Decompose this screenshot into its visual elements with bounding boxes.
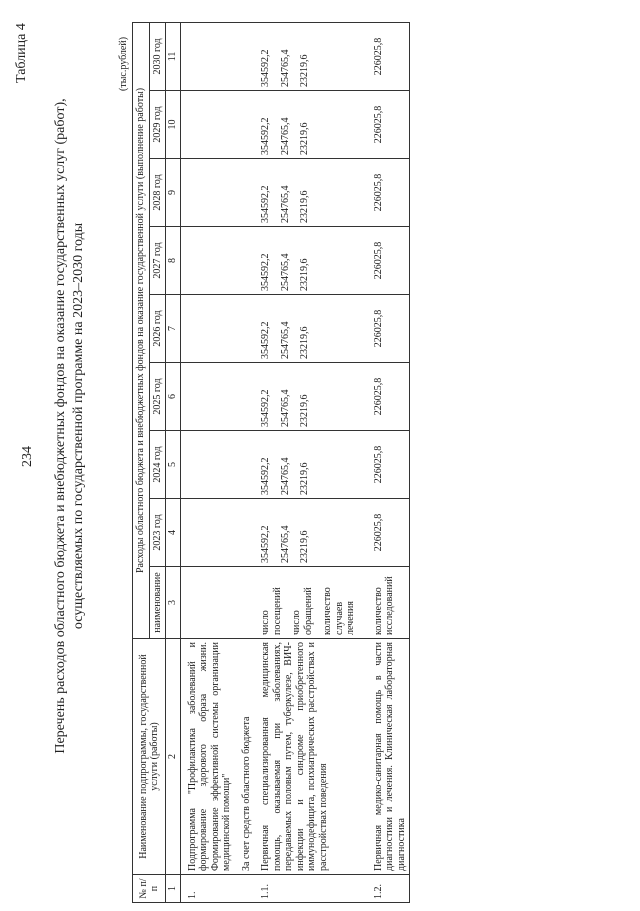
value-cell [254, 227, 367, 295]
document-title [52, 61, 88, 791]
title-line-1: Перечень расходов областного бюджета и внебюджетных фондов на оказание государственных услуг (работ), [53, 98, 68, 754]
value: 23219,6 [299, 258, 310, 291]
value: 354592,2 [260, 49, 271, 87]
value: 354592,2 [260, 321, 271, 359]
expenses-table [132, 22, 410, 903]
value: 354592,2 [260, 525, 271, 563]
value: 254765,4 [279, 389, 291, 427]
value: 254765,4 [279, 525, 291, 563]
row-name: Первичная медико-санитарная помощь в части диагностики и лечения. Клиническая лабораторная диагностика [367, 639, 410, 875]
column-number: 1 [166, 875, 181, 903]
value: 23219,6 [299, 190, 310, 223]
column-number: 9 [166, 159, 181, 227]
column-number: 7 [166, 295, 181, 363]
value: 254765,4 [279, 457, 291, 495]
header-expenses-group: Расходы областного бюджета и внебюджетных фондов на оказание государственной услуги (выполнение работы) [133, 22, 150, 638]
value-cell: 226025,8 [367, 295, 410, 363]
value: 254765,4 [279, 117, 291, 155]
row-name: Подпрограмма "Профилактика заболеваний и формирование здорового образа жизни. Формирование эффективной системы организации медицинской помощи" [180, 639, 235, 875]
unit-label: число посещений [260, 587, 283, 635]
row-num [235, 875, 255, 903]
column-number: 2 [166, 639, 181, 875]
unit-label: количество исследований [372, 576, 395, 635]
header-year: 2024 год [149, 431, 166, 499]
value: 254765,4 [279, 253, 291, 291]
value-cell: 226025,8 [367, 22, 410, 90]
column-number: 3 [166, 567, 181, 639]
table-label: Таблица 4 [14, 23, 29, 83]
value: 354592,2 [260, 253, 271, 291]
header-year: 2029 год [149, 91, 166, 159]
value: 23219,6 [299, 462, 310, 495]
value: 23219,6 [299, 530, 310, 563]
column-number: 8 [166, 227, 181, 295]
header-row-1 [133, 22, 150, 902]
value-cell: 226025,8 [367, 431, 410, 499]
row-num: 1. [180, 875, 235, 903]
header-year: 2028 год [149, 159, 166, 227]
column-number: 4 [166, 499, 181, 567]
units-label: (тыс.рублей) [118, 36, 129, 91]
column-number: 10 [166, 91, 181, 159]
column-number: 5 [166, 431, 181, 499]
value: 254765,4 [279, 185, 291, 223]
header-year: 2023 год [149, 499, 166, 567]
value-cell: 226025,8 [367, 363, 410, 431]
column-number: 6 [166, 363, 181, 431]
value-cell: 226025,8 [367, 91, 410, 159]
unit-label: число обращений [291, 587, 314, 635]
value: 23219,6 [299, 54, 310, 87]
value: 23219,6 [299, 326, 310, 359]
header-year: 2025 год [149, 363, 166, 431]
value-cell: 226025,8 [367, 227, 410, 295]
value-cell [254, 431, 367, 499]
table-row [254, 22, 367, 902]
table-row [180, 22, 235, 902]
value-cell [254, 22, 367, 90]
column-number: 11 [166, 22, 181, 90]
page-number: 234 [20, 446, 35, 467]
value: 254765,4 [279, 321, 291, 359]
header-name: Наименование подпрограммы, государственной услуги (работы) [133, 639, 166, 875]
header-year: 2026 год [149, 295, 166, 363]
title-line-2: осуществляемых по государственной программе на 2023–2030 годы [71, 222, 87, 630]
row-num: 1.2. [367, 875, 410, 903]
table-row [235, 22, 255, 902]
unit-cell [254, 567, 367, 639]
value: 254765,4 [279, 49, 291, 87]
value: 354592,2 [260, 389, 271, 427]
header-year: 2030 год [149, 22, 166, 90]
table-row [367, 22, 410, 902]
row-name: За счет средств областного бюджета [235, 639, 255, 875]
value-cell [254, 91, 367, 159]
value: 354592,2 [260, 185, 271, 223]
value-cell [254, 159, 367, 227]
header-num: № п/п [133, 875, 166, 903]
column-number-row [166, 22, 181, 902]
value: 23219,6 [299, 122, 310, 155]
value: 23219,6 [299, 394, 310, 427]
row-name: Первичная специализированная медицинская помощь, оказываемая при заболеваниях, передаваемых половым путем, туберкулезе, ВИЧ-инфекции и синдроме приобретенного иммунодефицита, психиатрических расстройствах и расстройствах поведения [254, 639, 367, 875]
value-cell: 226025,8 [367, 159, 410, 227]
row-num: 1.1. [254, 875, 367, 903]
value: 354592,2 [260, 457, 271, 495]
value: 354592,2 [260, 117, 271, 155]
unit-cell [367, 567, 410, 639]
header-unit: наименование [149, 567, 166, 639]
value-cell [254, 295, 367, 363]
value-cell [254, 499, 367, 567]
value-cell [254, 363, 367, 431]
unit-label: количество случаев лечения [322, 587, 356, 635]
value-cell: 226025,8 [367, 499, 410, 567]
header-year: 2027 год [149, 227, 166, 295]
